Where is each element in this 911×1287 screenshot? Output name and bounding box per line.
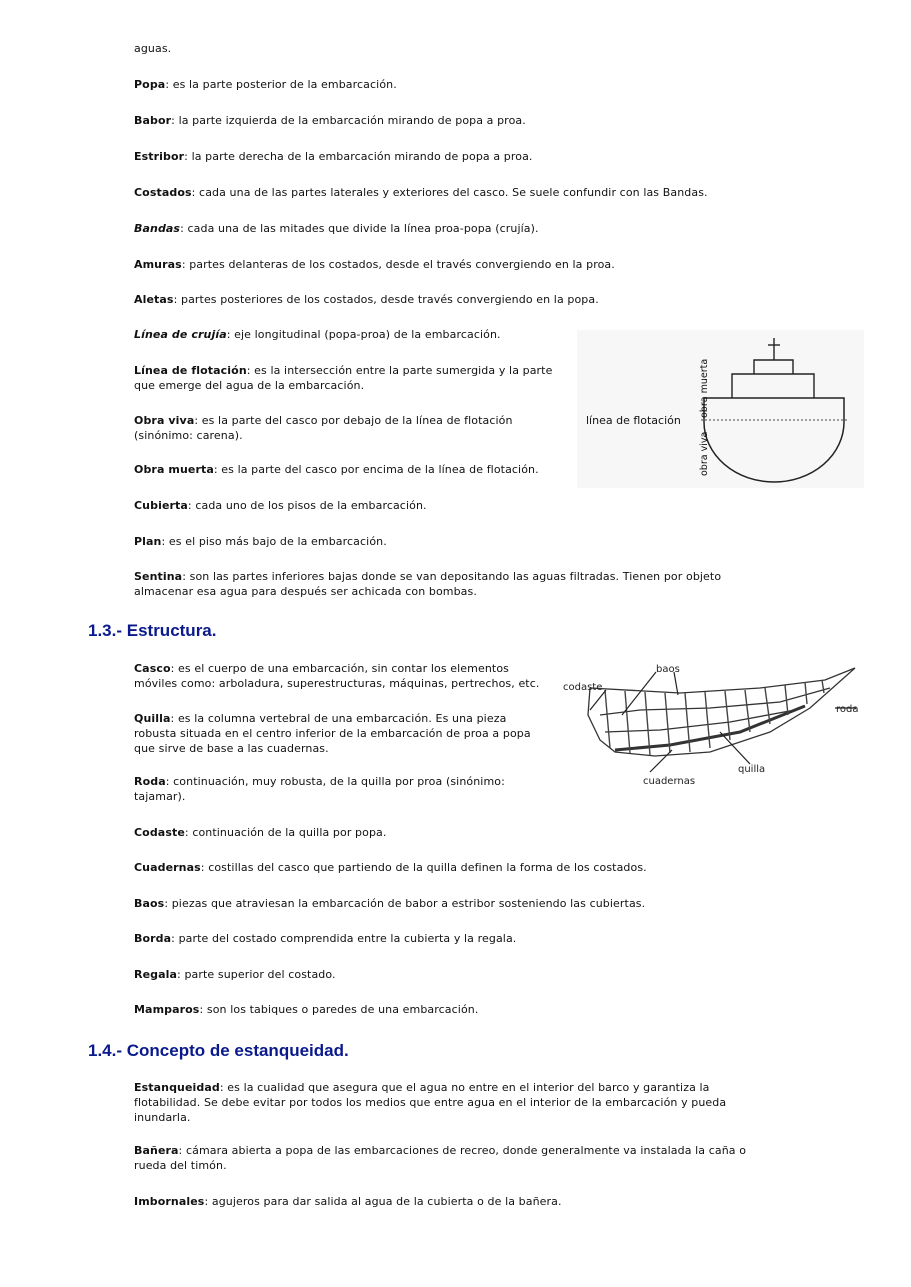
term-label: Sentina [134,570,183,583]
term-imbornales: Imbornales: agujeros para dar salida al agua de la cubierta o de la bañera. [134,1195,562,1208]
term-borda: Borda: parte del costado comprendida entre la cubierta y la regala. [134,932,517,945]
term-label: Amuras [134,258,182,271]
term-def: es el cuerpo de una embarcación, sin contar los elementos móviles como: arboladura, superestructuras, máquinas, pertrechos, etc. [134,662,540,690]
estructura-diagram [560,660,865,790]
term-label: Costados [134,186,192,199]
term-def: continuación, muy robusta, de la quilla por proa (sinónimo: tajamar). [134,775,505,803]
section-heading-estructura: 1.3.- Estructura. [88,621,217,640]
label-baos: baos [656,664,680,675]
term-label: Mamparos [134,1003,200,1016]
term-def: es la intersección entre la parte sumergida y la parte que emerge del agua de la embarcación. [134,364,553,392]
term-def: costillas del casco que partiendo de la quilla definen la forma de los costados. [208,861,647,874]
term-linea-crujia: Línea de crujía: eje longitudinal (popa-proa) de la embarcación. [134,328,501,341]
term-def: cada una de las mitades que divide la línea proa-popa (crujía). [187,222,539,235]
label-codaste: codaste [563,682,603,693]
flotacion-diagram [577,330,864,488]
term-label: Roda [134,775,166,788]
term-baos: Baos: piezas que atraviesan la embarcación de babor a estribor sosteniendo las cubiertas. [134,897,646,910]
term-def: la parte izquierda de la embarcación mirando de popa a proa. [178,114,526,127]
term-def: cada uno de los pisos de la embarcación. [195,499,427,512]
term-banera: Bañera: cámara abierta a popa de las embarcaciones de recreo, donde generalmente va instalada la caña o rueda del timón. [134,1144,747,1172]
term-obra-viva: Obra viva: es la parte del casco por debajo de la línea de flotación (sinónimo: carena). [134,414,513,442]
term-label: Quilla [134,712,171,725]
term-def: es la parte del casco por debajo de la línea de flotación (sinónimo: carena). [134,414,513,442]
term-label: Popa [134,78,166,91]
term-label: Cuadernas [134,861,201,874]
term-def: continuación de la quilla por popa. [192,826,387,839]
term-bandas: Bandas: cada una de las mitades que divide la línea proa-popa (crujía). [134,222,539,235]
term-estanqueidad: Estanqueidad: es la cualidad que asegura que el agua no entre en el interior del barco y garantiza la flotabilidad. Se debe evitar por todos los medios que entre agua en el interior de la embarcación y pueda inundarla. [134,1081,727,1124]
section-heading-estanqueidad: 1.4.- Concepto de estanqueidad. [88,1041,349,1060]
term-estribor: Estribor: la parte derecha de la embarcación mirando de popa a proa. [134,150,533,163]
term-label: Línea de flotación [134,364,247,377]
term-costados: Costados: cada una de las partes laterales y exteriores del casco. Se suele confundir con las Bandas. [134,186,708,199]
term-label: Bañera [134,1144,179,1157]
term-def: eje longitudinal (popa-proa) de la embarcación. [234,328,501,341]
term-label: Obra muerta [134,463,214,476]
term-def: partes delanteras de los costados, desde el través convergiendo en la proa. [189,258,615,271]
term-def: es la parte posterior de la embarcación. [172,78,397,91]
term-mamparos: Mamparos: son los tabiques o paredes de una embarcación. [134,1003,479,1016]
diagram-background [577,330,864,488]
term-def: piezas que atraviesan la embarcación de babor a estribor sosteniendo las cubiertas. [171,897,646,910]
gunwale-line [590,668,855,693]
term-label: Línea de crujía [134,328,227,341]
intro-text: aguas. [134,42,172,55]
waterline-label: línea de flotación [586,414,681,427]
term-babor: Babor: la parte izquierda de la embarcación mirando de popa a proa. [134,114,526,127]
term-def: son las partes inferiores bajas donde se van depositando las aguas filtradas. Tienen por objeto almacenar esa agua para después ser achicada con bombas. [134,570,722,598]
term-amuras: Amuras: partes delanteras de los costados, desde el través convergiendo en la proa. [134,258,615,271]
term-label: Codaste [134,826,185,839]
term-label: Bandas [134,222,181,235]
term-cubierta: Cubierta: cada uno de los pisos de la embarcación. [134,499,427,512]
term-plan: Plan: es el piso más bajo de la embarcación. [134,535,387,548]
term-def: es el piso más bajo de la embarcación. [168,535,387,548]
term-cuadernas: Cuadernas: costillas del casco que partiendo de la quilla definen la forma de los costados. [134,861,647,874]
hull-frame [588,668,855,756]
term-def: partes posteriores de los costados, desde través convergiendo en la popa. [180,293,599,306]
term-sentina: Sentina: son las partes inferiores bajas donde se van depositando las aguas filtradas. Tienen por objeto almacenar esa agua para después ser achicada con bombas. [134,570,722,598]
term-aletas: Aletas: partes posteriores de los costados, desde través convergiendo en la popa. [134,293,599,306]
term-label: Cubierta [134,499,188,512]
term-def: es la cualidad que asegura que el agua no entre en el interior del barco y garantiza la flotabilidad. Se debe evitar por todos los medios que entre agua en el interior de la embarcación y pueda inundarla. [134,1081,727,1124]
term-quilla: Quilla: es la columna vertebral de una embarcación. Es una pieza robusta situada en el centro inferior de la embarcación de proa a popa que sirve de base a las cuadernas. [134,712,531,755]
term-label: Casco [134,662,171,675]
term-label: Obra viva [134,414,195,427]
term-def: cada una de las partes laterales y exteriores del casco. Se suele confundir con las Bandas. [199,186,708,199]
term-popa: Popa: es la parte posterior de la embarcación. [134,78,397,91]
term-def: cámara abierta a popa de las embarcaciones de recreo, donde generalmente va instalada la caña o rueda del timón. [134,1144,747,1172]
term-label: Babor [134,114,172,127]
term-def: parte superior del costado. [184,968,336,981]
term-codaste: Codaste: continuación de la quilla por popa. [134,826,387,839]
term-label: Plan [134,535,162,548]
term-def: parte del costado comprendida entre la cubierta y la regala. [178,932,517,945]
term-label: Estribor [134,150,185,163]
obra-muerta-label: obra muerta [699,358,710,418]
term-def: agujeros para dar salida al agua de la cubierta o de la bañera. [211,1195,562,1208]
term-label: Regala [134,968,178,981]
term-label: Imbornales [134,1195,205,1208]
label-roda: roda [836,704,859,715]
term-roda: Roda: continuación, muy robusta, de la quilla por proa (sinónimo: tajamar). [134,775,505,803]
term-regala: Regala: parte superior del costado. [134,968,336,981]
term-casco: Casco: es el cuerpo de una embarcación, sin contar los elementos móviles como: arboladura, superestructuras, máquinas, pertrechos, etc. [134,662,540,690]
term-def: es la columna vertebral de una embarcación. Es una pieza robusta situada en el centro inferior de la embarcación de proa a popa que sirve de base a las cuadernas. [134,712,531,755]
label-quilla: quilla [738,764,766,775]
term-def: es la parte del casco por encima de la línea de flotación. [221,463,539,476]
term-linea-flotacion: Línea de flotación: es la intersección entre la parte sumergida y la parte que emerge del agua de la embarcación. [134,364,553,392]
term-def: la parte derecha de la embarcación mirando de popa a proa. [191,150,533,163]
term-label: Estanqueidad [134,1081,220,1094]
obra-viva-label: obra viva [699,431,710,476]
label-cuadernas: cuadernas [643,776,696,787]
term-obra-muerta: Obra muerta: es la parte del casco por encima de la línea de flotación. [134,463,539,476]
term-label: Borda [134,932,172,945]
term-label: Aletas [134,293,174,306]
term-label: Baos [134,897,165,910]
term-def: son los tabiques o paredes de una embarcación. [206,1003,479,1016]
label-pointers [590,672,856,772]
